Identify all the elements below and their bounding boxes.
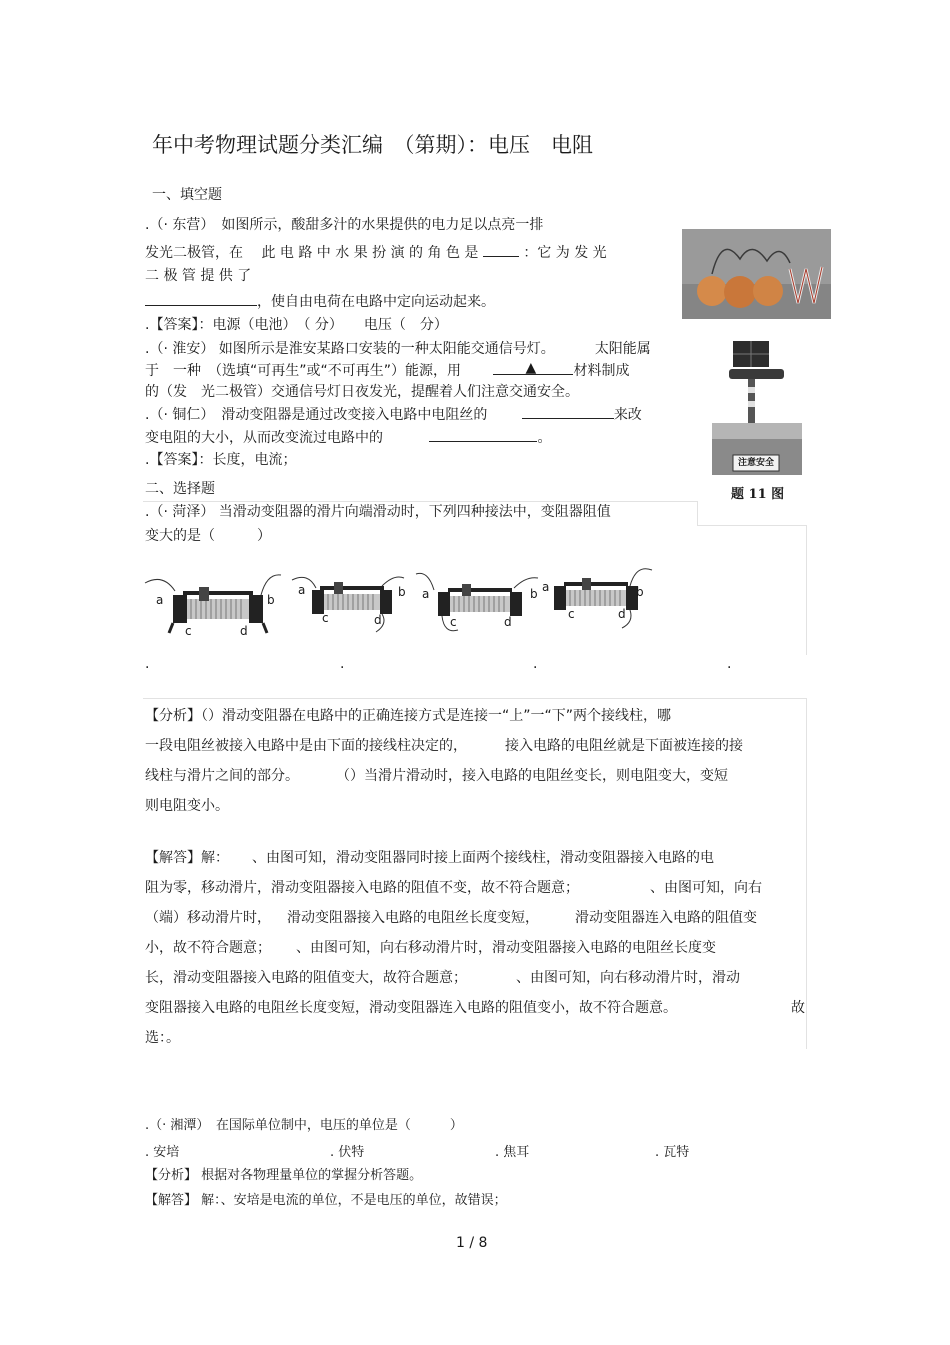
q2-line3: 的（发 光二极管）交通信号灯日夜发光，提醒着人们注意交通安全。 bbox=[145, 384, 579, 400]
analysis-line1: 【分析】（）滑动变阻器在电路中的正确连接方式是连接一“上”一“下”两个接线柱，哪 bbox=[145, 708, 672, 724]
answer-blank bbox=[429, 427, 537, 442]
page-number: 1 / 8 bbox=[456, 1235, 488, 1251]
solution-line6: 变阻器接入电路的电阻丝长度变短，滑动变阻器连入电路的阻值变小，故不符合题意。 bbox=[145, 1000, 677, 1016]
q1-line1: .（· 东营） 如图所示，酸甜多汁的水果提供的电力足以点亮一排 bbox=[145, 217, 544, 233]
q1-line2: 发光二极管，在 此 电 路 中 水 果 扮 演 的 角 色 是 ：它 为 发 光 bbox=[145, 242, 607, 263]
analysis-line3: 线柱与滑片之间的部分。 （）当滑片滑动时，接入电路的电阻丝变长，则电阻变大，变短 bbox=[145, 768, 728, 784]
q1-line4: ，使自由电荷在电路中定向运动起来。 bbox=[145, 291, 495, 312]
q4-line1: .（· 菏泽） 当滑动变阻器的滑片向端滑动时，下列四种接法中，变阻器阻值 bbox=[145, 504, 611, 520]
section-heading-choice: 二、选择题 bbox=[145, 481, 215, 497]
triangle-marker: ▲ bbox=[525, 360, 537, 376]
solution-line2: 阻为零，移动滑片，滑动变阻器接入电路的阻值不变，故不符合题意； 、由图可知，向右 bbox=[145, 880, 762, 896]
q2-line1: .（· 淮安） 如图所示是淮安某路口安装的一种太阳能交通信号灯。 太阳能属 bbox=[145, 341, 651, 357]
option-marker: . bbox=[533, 656, 538, 672]
solution-line6-end: 故 bbox=[791, 1000, 805, 1016]
solution-line3: （端）移动滑片时， 滑动变阻器接入电路的电阻丝长度变短， 滑动变阻器连入电路的阻值变 bbox=[145, 910, 757, 926]
answer-blank bbox=[483, 242, 519, 257]
q5-solution: 【解答】 解：、安培是电流的单位，不是电压的单位，故错误； bbox=[145, 1193, 507, 1208]
q1-line3: 二 极 管 提 供 了 bbox=[145, 268, 252, 284]
traffic-light-photo bbox=[709, 339, 804, 477]
answer-blank bbox=[493, 360, 573, 375]
solution-line7: 选：。 bbox=[145, 1030, 180, 1046]
q2-line2: 于 一种 （选填“可再生”或“不可再生”）能源，用 ▲ 材料制成 bbox=[145, 360, 630, 379]
q5-analysis: 【分析】 根据对各物理量单位的掌握分析答题。 bbox=[145, 1168, 423, 1183]
page-title: 年中考物理试题分类汇编 （第期）：电压 电阻 bbox=[152, 133, 593, 157]
fruit-battery-photo bbox=[682, 229, 831, 319]
q5-option-b: . 伏特 bbox=[330, 1145, 365, 1160]
q3-line2: 变电阻的大小，从而改变流过电路中的 。 bbox=[145, 427, 551, 448]
option-marker: . bbox=[340, 656, 345, 672]
q5-option-a: . 安培 bbox=[145, 1145, 180, 1160]
answer-blank bbox=[522, 404, 614, 419]
divider bbox=[697, 525, 806, 527]
figure-caption: 题 11 图 bbox=[731, 487, 785, 502]
analysis-line2: 一段电阻丝被接入电路中是由下面的接线柱决定的， 接入电路的电阻丝就是下面被连接的接 bbox=[145, 738, 743, 754]
rheostat-figure-c: a b c d bbox=[414, 572, 542, 637]
rheostat-figure-a: a b c d bbox=[143, 565, 291, 640]
q4-line2: 变大的是（ ） bbox=[145, 528, 271, 544]
rheostat-figure-b: a b c d bbox=[290, 572, 410, 637]
solution-line1: 【解答】解： 、由图可知，滑动变阻器同时接上面两个接线柱，滑动变阻器接入电路的电 bbox=[145, 850, 714, 866]
divider bbox=[806, 525, 808, 655]
q3-answer: .【答案】：长度，电流； bbox=[145, 452, 297, 468]
q5-option-d: . 瓦特 bbox=[655, 1145, 690, 1160]
solution-line4: 小，故不符合题意； 、由图可知，向右移动滑片时，滑动变阻器接入电路的电阻丝长度变 bbox=[145, 940, 716, 956]
option-marker: . bbox=[145, 656, 150, 672]
analysis-line4: 则电阻变小。 bbox=[145, 798, 229, 814]
q1-answer: .【答案】：电源（电池） （ 分） 电压（ 分） bbox=[145, 317, 448, 333]
rheostat-figure-d: a b c d bbox=[540, 566, 658, 634]
divider bbox=[697, 501, 699, 525]
section-heading-fill: 一、填空题 bbox=[152, 187, 222, 203]
q5-option-c: . 焦耳 bbox=[495, 1145, 530, 1160]
option-marker: . bbox=[727, 656, 732, 672]
q3-line1: .（· 铜仁） 滑动变阻器是通过改变接入电路中电阻丝的 来改 bbox=[145, 404, 642, 425]
sign-text: 注意安全 bbox=[737, 458, 774, 468]
q5-line1: .（· 湘潭） 在国际单位制中，电压的单位是（ ） bbox=[145, 1118, 463, 1133]
answer-blank bbox=[145, 291, 257, 306]
solution-line5: 长，滑动变阻器接入电路的阻值变大，故符合题意； 、由图可知，向右移动滑片时，滑动 bbox=[145, 970, 740, 986]
